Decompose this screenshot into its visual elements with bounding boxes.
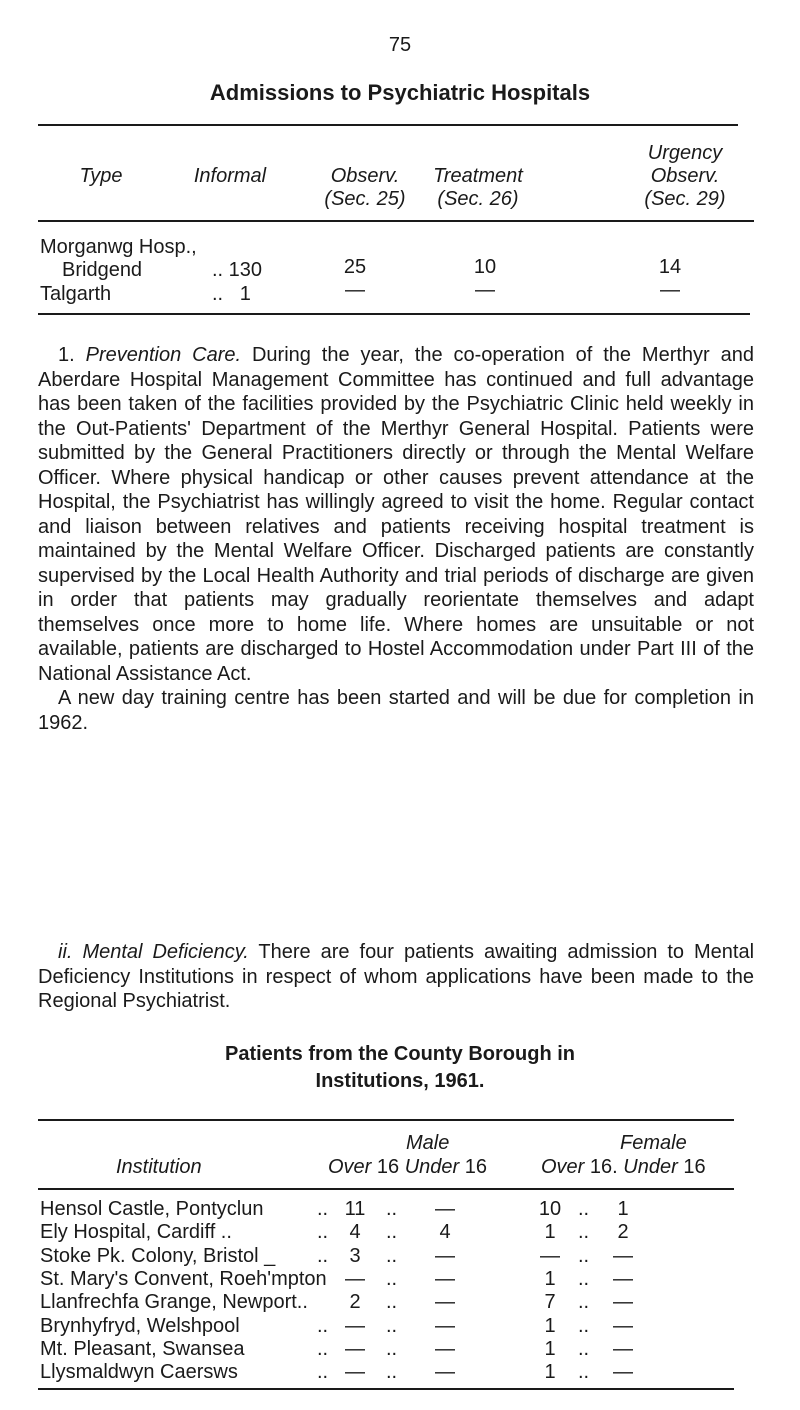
table1-row-observ: 25 [343, 256, 367, 278]
male-under-label: Under [404, 1156, 460, 1178]
table2-header-rule [38, 1188, 734, 1190]
female-under-value: — [613, 1337, 633, 1360]
lead-dots: .. [317, 1198, 329, 1220]
male-under-value: — [435, 1291, 455, 1314]
female-over-value: 1 [544, 1314, 556, 1337]
male-over-value: 3 [349, 1244, 361, 1267]
male-over-value: — [345, 1314, 365, 1337]
sep-dots: .. [386, 1198, 398, 1220]
sep-dots: .. [386, 1361, 398, 1384]
table1-row-name: Morganwg Hosp., [40, 236, 197, 258]
female-under-value: — [613, 1291, 633, 1314]
prevention-care-text: During the year, the co-operation of the Merthyr and Aberdare Hospital Management Committee has continued and full advantage has been taken of the facilities provided by the Psychiatric Clinic held weekly in the Out-Patients' Department of the Merthyr General Hospital. Patients were submitted by the General Practitioners directly or through the Mental Welfare Officer. Where physical handicap or other causes prevent attendance at the Hospital, the Psychiatrist has willingly agreed to visit the home. Regular contact and liaison between relatives and patients receiving hospital treatment is maintained by the Mental Welfare Officer. Discharged patients are constantly supervised by the Local Health Authority and trial periods of discharge are given in order that patients may gradually reorientate themselves and adapt themselves once more to home life. Where homes are unsuitable or not available, patients are discharged to Hostel Accommodation under Part III of the National Assistance Act. [38, 344, 754, 685]
female-over-num: 16. [589, 1156, 618, 1178]
female-under-value: — [613, 1314, 633, 1337]
male-under-value: — [435, 1337, 455, 1360]
lead-dots: .. [317, 1221, 329, 1244]
male-under-value: — [435, 1361, 455, 1384]
table2-top-rule [38, 1119, 734, 1121]
prevention-care-heading: Prevention Care. [85, 344, 242, 366]
male-over-num: 16 [376, 1156, 400, 1178]
female-over-value: 1 [544, 1337, 556, 1360]
male-under-value: 4 [439, 1221, 451, 1244]
lead-dots: .. [317, 1337, 329, 1360]
sep-dots: .. [578, 1221, 590, 1244]
table2-header-female: Female [620, 1132, 687, 1154]
male-under-num: 16 [464, 1156, 488, 1178]
table1-row-name-cont: Bridgend [62, 259, 143, 281]
male-over-value: 11 [344, 1198, 366, 1220]
sep-dots: .. [386, 1267, 398, 1290]
institution-name: Llanfrechfa Grange, Newport.. [40, 1291, 308, 1314]
table1-row-informal: .. 1 [212, 283, 251, 305]
male-over-label: Over [328, 1156, 372, 1178]
table1-title: Admissions to Psychiatric Hospitals [209, 80, 591, 105]
table1-header-observ: Observ. [330, 165, 400, 187]
sep-dots: .. [386, 1221, 398, 1244]
male-under-value: — [435, 1198, 455, 1220]
prevention-care-section [38, 343, 754, 735]
lead-dots: .. [317, 1244, 329, 1267]
female-over-value: 7 [544, 1291, 556, 1314]
institution-name: Mt. Pleasant, Swansea [40, 1337, 245, 1360]
table1-row-treatment: 10 [473, 256, 497, 278]
table1-header-urgency: Urgency [647, 142, 723, 164]
sep-dots: .. [386, 1244, 398, 1267]
mental-deficiency-paragraph [38, 940, 754, 1014]
institution-name: Llysmaldwyn Caersws [40, 1361, 238, 1384]
sep-dots: .. [386, 1314, 398, 1337]
female-under-value: — [613, 1267, 633, 1290]
female-under-num: 16 [683, 1156, 706, 1178]
female-over-value: 10 [538, 1198, 562, 1220]
mental-deficiency-text: There are four patients awaiting admission to Mental Deficiency Institutions in respect of whom applications have been made to the Regional Psychiatrist. [38, 941, 755, 1012]
male-under-value: — [435, 1314, 455, 1337]
mental-deficiency-section [38, 940, 754, 1014]
table2-header-male-cols [328, 1155, 487, 1179]
sep-dots: .. [578, 1244, 590, 1267]
female-over-value: 1 [544, 1361, 556, 1384]
table1-header-observ-sec: (Sec. 25) [324, 188, 406, 210]
female-under-value: — [613, 1361, 633, 1384]
sep-dots: .. [386, 1291, 398, 1314]
table1-top-rule [38, 124, 738, 126]
table2-title-line1: Patients from the County Borough in [225, 1043, 575, 1065]
table1-header-type: Type [79, 165, 123, 187]
page-number: 75 [388, 34, 412, 56]
table1-row-urgency: 14 [658, 256, 682, 278]
table1-header-rule [38, 220, 754, 222]
table1-header-treatment: Treatment [433, 165, 523, 187]
female-under-value: — [613, 1244, 633, 1267]
table2-header-male: Male [406, 1132, 450, 1154]
table2-bottom-rule [38, 1388, 734, 1390]
male-under-value: — [435, 1244, 455, 1267]
prevention-care-number: 1. [58, 344, 75, 366]
female-under-value: 2 [617, 1221, 629, 1244]
male-over-value: 2 [349, 1291, 361, 1314]
table1-row-urgency: — [660, 279, 680, 301]
table1-row-treatment: — [475, 279, 495, 301]
table1-bottom-rule [38, 313, 750, 315]
sep-dots: .. [578, 1291, 590, 1314]
female-over-label: Over [541, 1156, 585, 1178]
table2-title [0, 1041, 800, 1095]
table1-row-name: Talgarth [40, 283, 112, 305]
female-under-label: Under [623, 1156, 678, 1178]
sep-dots: .. [578, 1198, 590, 1220]
institution-name: Hensol Castle, Pontyclun [40, 1198, 264, 1220]
sep-dots: .. [578, 1337, 590, 1360]
male-over-value: — [345, 1267, 365, 1290]
prevention-care-paragraph [38, 343, 754, 686]
table2-title-line2: Institutions, 1961. [315, 1070, 485, 1092]
lead-dots: .. [317, 1361, 329, 1384]
male-over-value: — [345, 1337, 365, 1360]
table2-header-female-cols [541, 1155, 706, 1179]
male-under-value: — [435, 1267, 455, 1290]
institution-name: Stoke Pk. Colony, Bristol _ [40, 1244, 276, 1267]
institution-name: St. Mary's Convent, Roeh'mpton [40, 1267, 327, 1290]
institution-name: Ely Hospital, Cardiff .. [40, 1221, 232, 1244]
female-over-value: 1 [544, 1267, 556, 1290]
sep-dots: .. [578, 1267, 590, 1290]
female-over-value: — [540, 1244, 560, 1267]
table1-header-treatment-sec: (Sec. 26) [437, 188, 519, 210]
female-over-value: 1 [544, 1221, 556, 1244]
training-centre-paragraph: A new day training centre has been started and will be due for completion in 1962. [38, 687, 754, 734]
table1-header-urgency-sec: (Sec. 29) [644, 188, 726, 210]
table1-row-informal: .. 130 [212, 259, 263, 281]
female-under-value: 1 [617, 1198, 629, 1220]
table1-header-informal: Informal [193, 165, 267, 187]
institution-name: Brynhyfryd, Welshpool [40, 1314, 240, 1337]
sep-dots: .. [386, 1337, 398, 1360]
male-over-value: — [345, 1361, 365, 1384]
table1-row-observ: — [345, 279, 365, 301]
sep-dots: .. [578, 1361, 590, 1384]
mental-deficiency-number: ii. [58, 941, 73, 963]
lead-dots: .. [317, 1314, 329, 1337]
male-over-value: 4 [349, 1221, 361, 1244]
table2-header-institution: Institution [116, 1156, 202, 1178]
sep-dots: .. [578, 1314, 590, 1337]
mental-deficiency-heading: Mental Deficiency. [82, 941, 249, 963]
table1-header-urgency-observ: Observ. [650, 165, 720, 187]
